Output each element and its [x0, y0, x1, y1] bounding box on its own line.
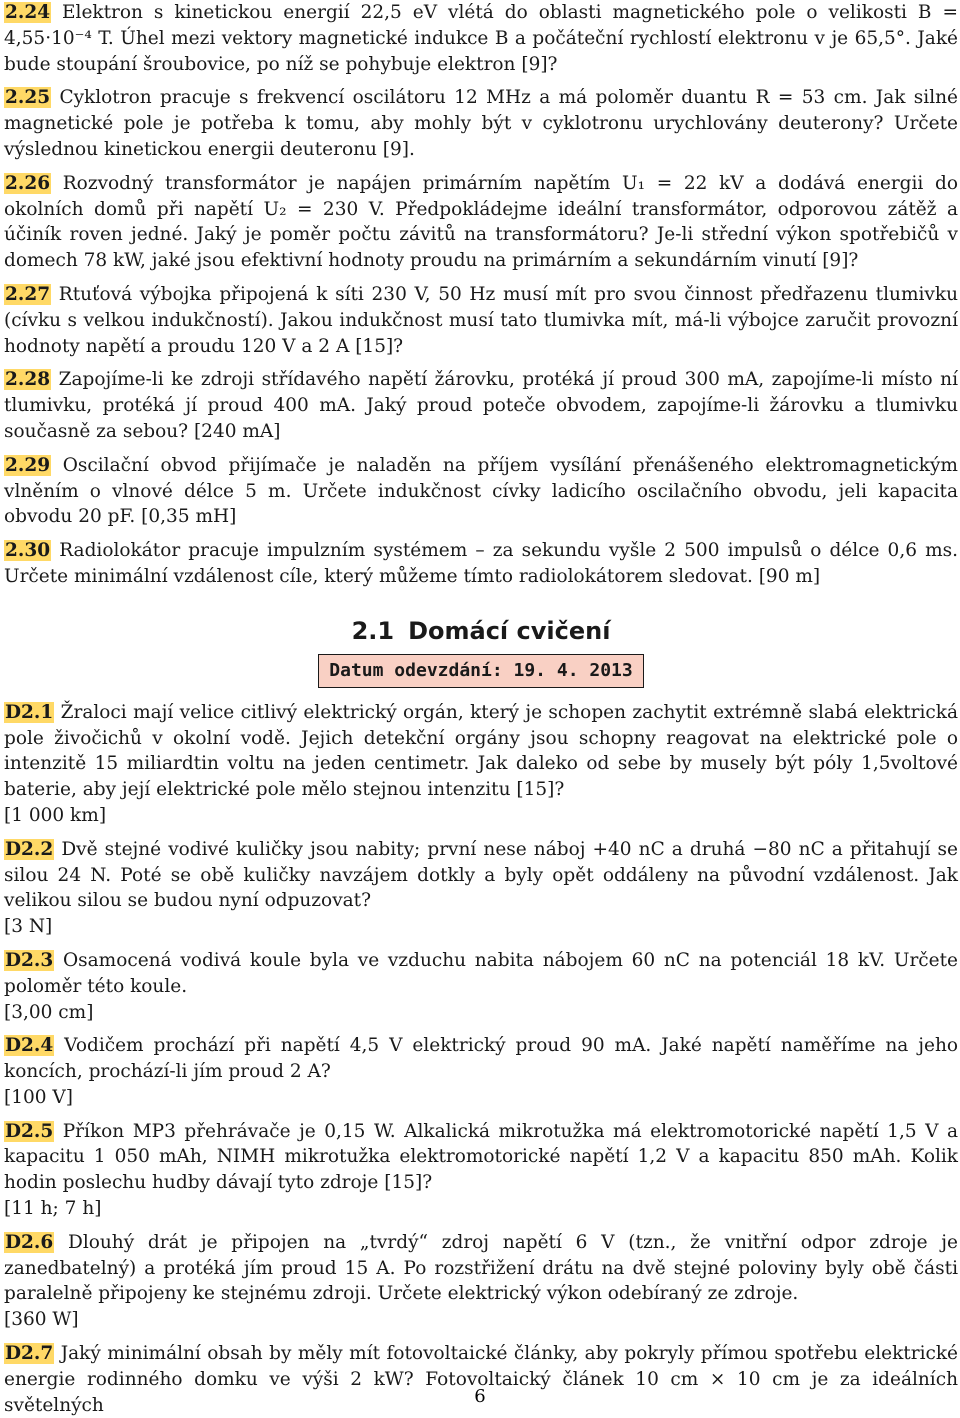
problem-number: 2.27 — [5, 283, 51, 305]
problem-text: Rtuťová výbojka připojená k síti 230 V, 50 Hz musí mít pro svou činnost předřazenu tlumivku (cívku s velkou indukčností). Jakou indukčnost musí tato tlumivka mít, má-li výbojce zaručit provozní hodnoty napětí a proudu 120 V a 2 A [15]? — [4, 283, 958, 357]
problem-number: 2.29 — [5, 454, 51, 476]
problem-answer: [3 N] — [4, 916, 53, 938]
problem-text: Žraloci mají velice citlivý elektrický orgán, který je schopen zachytit extrémně slabá elektrická pole živočichů v okolní vodě. Jejich detekční orgány jsou schopny reagovat na elektrické pole o intenzitě 15 miliardtin voltu na jeden centimetr. Jak daleko od sebe by musely být póly 1,5voltové baterie, aby její elektrické pole mělo stejnou intenzitu [15]? — [4, 701, 958, 801]
page-number: 6 — [474, 1386, 486, 1407]
problem-text: Cyklotron pracuje s frekvencí oscilátoru 12 MHz a má poloměr duantu R = 53 cm. Jak silné magnetické pole je potřeba k tomu, aby mohly být v cyklotronu urychlovány deuterony? Určete výslednou kinetickou energii deuteronu [9]. — [4, 87, 958, 160]
due-date-box — [4, 654, 958, 688]
problem-text: Radiolokátor pracuje impulzním systémem – za sekundu vyšle 2 500 impulsů o délce 0,6 ms. Určete minimální vzdálenost cíle, který můžeme tímto radiolokátorem sledovat. [90 m] — [4, 540, 958, 587]
problem-text: Vodičem prochází při napětí 4,5 V elektrický proud 90 mA. Jaké napětí naměříme na jeho koncích, prochází-li jím proud 2 A? — [4, 1035, 958, 1083]
problem-text: Oscilační obvod přijímače je naladěn na příjem vysílání přenášeného elektromagnetickým vlněním o vlnové délce 5 m. Určete indukčnost cívky ladicího oscilačního obvodu, jeli kapacita obvodu 20 pF. [0,35 mH] — [4, 454, 958, 528]
problem-2-25 — [4, 85, 958, 162]
problem-2-28 — [4, 367, 958, 444]
problem-number: 2.24 — [5, 2, 51, 23]
problem-d2-4 — [4, 1033, 958, 1110]
document-page — [4, 0, 958, 1418]
problem-text: Dlouhý drát je připojen na „tvrdý“ zdroj napětí 6 V (tzn., že vnitřní odpor zdroje je zanedbatelný) a protéká jím proud 15 A. Po rozstřižení drátu na dvě stejné poloviny byly obě části paralelně připojeny ke stejnému zdroji. Určete elektrický výkon odebíraný ze zdroje. — [4, 1231, 958, 1305]
problem-number: D2.6 — [5, 1231, 54, 1253]
problem-text: Rozvodný transformátor je napájen primárním napětím U₁ = 22 kV a dodává energii do okolních domů při napětí U₂ = 230 V. Předpokládejme ideální transformátor, odporovou zátěž a účiník roven jedné. Jaký je poměr počtu závitů na transformátoru? Je-li střední výkon spotřebičů v domech 78 kW, jaké jsou efektivní hodnoty proudu na primárním a sekundárním vinutí [9]? — [4, 172, 958, 272]
section-heading — [4, 616, 958, 646]
problem-d2-3 — [4, 948, 958, 1025]
due-date: Datum odevzdání: 19. 4. 2013 — [318, 654, 643, 688]
problem-answer: [360 W] — [4, 1309, 79, 1331]
problem-number: 2.26 — [5, 172, 51, 194]
problem-d2-1 — [4, 700, 958, 829]
section-title: Domácí cvičení — [408, 616, 611, 645]
problem-number: 2.28 — [5, 369, 51, 391]
problem-2-24 — [4, 0, 958, 77]
problem-text: Příkon MP3 přehrávače je 0,15 W. Alkalická mikrotužka má elektromotorické napětí 1,5 V a kapacitu 1 050 mAh, NIMH mikrotužka elektromotorické napětí 1,2 V a kapacitu 850 mAh. Kolik hodin poslechu hudby dávají tyto zdroje [15]? — [4, 1120, 958, 1194]
problem-d2-6 — [4, 1230, 958, 1333]
problem-2-30 — [4, 538, 958, 590]
problems-list-b — [4, 700, 958, 1418]
problem-text: Osamocená vodivá koule byla ve vzduchu nabita nábojem 60 nC na potenciál 18 kV. Určete poloměr této koule. — [4, 949, 958, 997]
problem-number: D2.4 — [5, 1035, 54, 1057]
section-number: 2.1 — [351, 616, 395, 645]
problem-text: Jaký minimální obsah by měly mít fotovoltaické články, aby pokryly přímou spotřebu elektrické energie rodinného domku ve výši 2 kW? Fotovoltaický článek 10 cm × 10 cm je za ideálních světelných — [4, 1343, 959, 1416]
problem-number: D2.7 — [5, 1343, 54, 1365]
problem-answer: [3,00 cm] — [4, 1001, 94, 1023]
problem-number: D2.3 — [5, 949, 54, 971]
problem-2-29 — [4, 453, 958, 530]
problem-text: Elektron s kinetickou energií 22,5 eV vlétá do oblasti magnetického pole o velikosti B = 4,55·10⁻⁴ T. Úhel mezi vektory magnetické indukce B a počáteční rychlostí elektronu v je 65,5°. Jaké bude stoupání šroubovice, po níž se pohybuje elektron [9]? — [4, 2, 958, 75]
problem-number: D2.1 — [5, 701, 54, 723]
problem-number: 2.25 — [5, 87, 51, 109]
problem-number: D2.2 — [5, 838, 54, 860]
problem-number: 2.30 — [5, 540, 51, 562]
problem-d2-2 — [4, 837, 958, 940]
problem-text: Zapojíme-li ke zdroji střídavého napětí žárovku, protéká jí proud 300 mA, zapojíme-li místo ní tlumivku, protéká jí proud 400 mA. Jaký proud poteče obvodem, zapojíme-li žárovku a tlumivku současně za sebou? [240 mA] — [4, 369, 958, 442]
problem-d2-5 — [4, 1119, 958, 1222]
problem-number: D2.5 — [5, 1120, 54, 1142]
problem-answer: [11 h; 7 h] — [4, 1198, 102, 1220]
problem-2-26 — [4, 171, 958, 274]
problem-answer: [100 V] — [4, 1086, 73, 1108]
problem-text: Dvě stejné vodivé kuličky jsou nabity; první nese náboj +40 nC a druhá −80 nC a přitahují se silou 24 N. Poté se obě kuličky navzájem dotkly a byly opět oddáleny na původní vzdálenost. Jak velikou silou se budou nyní odpuzovat? — [4, 838, 958, 912]
problems-list-a — [4, 0, 958, 590]
problem-2-27 — [4, 282, 958, 359]
problem-answer: [1 000 km] — [4, 804, 107, 826]
